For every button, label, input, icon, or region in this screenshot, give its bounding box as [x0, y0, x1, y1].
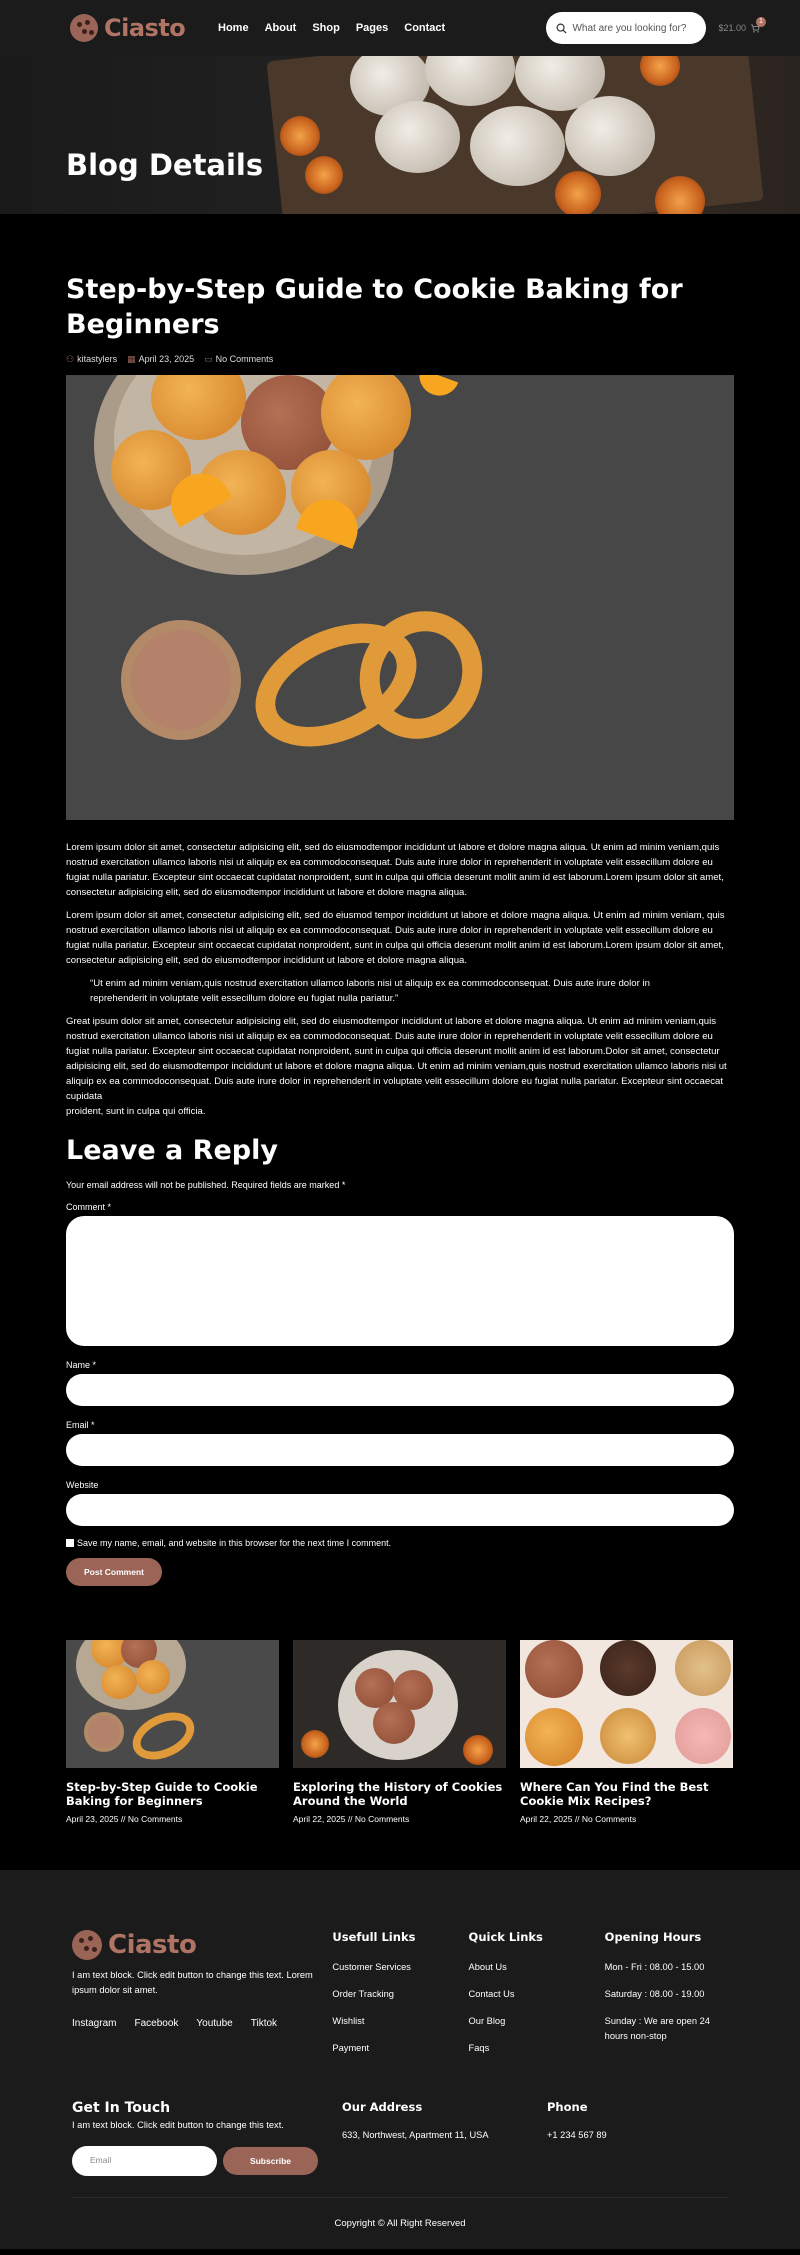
newsletter-title: Get In Touch	[72, 2100, 171, 2116]
nav-pages[interactable]: Pages	[355, 22, 389, 34]
cart-total: $21.00	[718, 23, 746, 33]
search-placeholder: What are you looking for?	[572, 22, 687, 34]
opening-hours-title: Opening Hours	[604, 1930, 702, 1944]
checkbox-box[interactable]	[66, 1539, 74, 1547]
related-post-meta: April 22, 2025 // No Comments	[293, 1814, 410, 1824]
phone-value[interactable]: +1 234 567 89	[547, 2130, 607, 2140]
social-tiktok[interactable]: Tiktok	[250, 2018, 278, 2029]
cart-button[interactable]	[718, 18, 763, 33]
related-post-card[interactable]	[66, 1640, 279, 1824]
social-links	[72, 2018, 332, 2029]
newsletter-text: I am text block. Click edit button to change this text.	[72, 2120, 284, 2130]
nav-home[interactable]: Home	[218, 22, 249, 34]
related-post-image[interactable]	[520, 1640, 733, 1768]
newsletter-email-input[interactable]: Email	[72, 2146, 217, 2176]
calendar-icon: ▦	[127, 354, 136, 364]
address-value: 633, Northwest, Apartment 11, USA	[342, 2130, 489, 2140]
related-post-title[interactable]: Where Can You Find the Best Cookie Mix Recipes?	[520, 1780, 709, 1808]
page-hero	[0, 56, 800, 214]
post-title: Step-by-Step Guide to Cookie Baking for Beginners	[66, 274, 683, 340]
email-label: Email *	[66, 1420, 95, 1430]
footer-link[interactable]: Wishlist	[332, 2016, 365, 2026]
post-meta	[66, 354, 734, 365]
post-author[interactable]: ⚇ kitastylers	[66, 354, 118, 364]
cookie-logo-icon	[72, 1930, 102, 1960]
footer-brand-name: Ciasto	[108, 1930, 197, 1960]
reply-note: Your email address will not be published. Required fields are marked *	[66, 1180, 346, 1190]
social-facebook[interactable]: Facebook	[134, 2018, 179, 2029]
main-nav	[218, 22, 445, 34]
post-blockquote: “Ut enim ad minim veniam,quis nostrud exercitation ullamco laboris nisi ut aliquip ex ea commodoconsequat. Duis aute irure dolor in reprehenderit in voluptate velit essecillum dolore eu fugiat nulla pariatur.”	[90, 978, 650, 1004]
related-post-meta: April 22, 2025 // No Comments	[520, 1814, 637, 1824]
footer-phone	[547, 2100, 607, 2176]
hours-item: Saturday : 08.00 - 19.00	[604, 1989, 705, 1999]
cookie-logo-icon	[70, 14, 98, 42]
related-post-title[interactable]: Exploring the History of Cookies Around the World	[293, 1780, 503, 1808]
name-field[interactable]	[66, 1374, 734, 1406]
comment-field[interactable]	[66, 1216, 734, 1346]
footer-logo[interactable]	[72, 1930, 220, 1960]
related-post-card[interactable]	[520, 1640, 733, 1824]
related-post-image[interactable]	[66, 1640, 279, 1768]
comment-label: Comment *	[66, 1202, 112, 1212]
related-posts	[66, 1640, 734, 1824]
user-icon: ⚇	[66, 354, 75, 364]
post-paragraph-tail: proident, sunt in culpa qui officia.	[66, 1106, 206, 1117]
search-input[interactable]	[546, 12, 706, 44]
reply-title: Leave a Reply	[66, 1135, 278, 1166]
footer-about-text: I am text block. Click edit button to change this text. Lorem ipsum dolor sit amet.	[72, 1970, 313, 1995]
useful-links	[332, 1930, 468, 2068]
useful-links-title: Usefull Links	[332, 1930, 416, 1944]
page-title: Blog Details	[66, 148, 264, 182]
footer-address	[342, 2100, 547, 2176]
featured-image	[66, 375, 734, 820]
website-label: Website	[66, 1480, 99, 1490]
footer-link[interactable]: About Us	[468, 1962, 507, 1972]
footer-link[interactable]: Contact Us	[468, 1989, 515, 1999]
logo[interactable]	[70, 14, 218, 42]
search-icon	[556, 23, 567, 34]
footer-link[interactable]: Order Tracking	[332, 1989, 394, 1999]
blog-post	[0, 272, 800, 1824]
subscribe-button[interactable]: Subscribe	[223, 2147, 318, 2175]
brand-name: Ciasto	[104, 14, 186, 42]
hours-item: Sunday : We are open 24 hours non-stop	[604, 2016, 710, 2041]
footer-link[interactable]: Our Blog	[468, 2016, 506, 2026]
quick-links	[469, 1930, 605, 2068]
quick-links-title: Quick Links	[468, 1930, 543, 1944]
hours-item: Mon - Fri : 08.00 - 15.00	[604, 1962, 705, 1972]
related-post-meta: April 23, 2025 // No Comments	[66, 1814, 183, 1824]
website-field[interactable]	[66, 1494, 734, 1526]
site-header	[0, 0, 800, 56]
opening-hours	[605, 1930, 728, 2068]
save-info-checkbox[interactable]	[66, 1538, 734, 1548]
post-paragraph: Lorem ipsum dolor sit amet, consectetur adipisicing elit, sed do eiusmodtempor incididunt ut labore et dolore magna aliqua. Ut enim ad minim veniam,quis nostrud exercitation ullamco laboris nisi ut aliquip ex ea commodoconsequat. Duis aute irure dolor in reprehenderit in voluptate velit essecillum dolore eu fugiat nulla pariatur. Excepteur sint occaecat cupidatat nonproident, sunt in culpa qui officia deserunt mollit anim id est laborum.Lorem ipsum dolor sit amet, consectetur adipisicing elit, sed do eiusmodtempor incididunt ut labore et dolore magna aliqua.	[66, 842, 724, 898]
site-footer	[0, 1870, 800, 2249]
related-post-title[interactable]: Step-by-Step Guide to Cookie Baking for Beginners	[66, 1780, 258, 1808]
post-comments[interactable]: ▭ No Comments	[204, 354, 274, 364]
social-youtube[interactable]: Youtube	[196, 2018, 233, 2029]
related-post-card[interactable]	[293, 1640, 506, 1824]
comment-icon: ▭	[204, 354, 213, 364]
post-body	[66, 840, 734, 1119]
newsletter	[72, 2100, 342, 2176]
address-title: Our Address	[342, 2100, 423, 2114]
post-comment-button[interactable]: Post Comment	[66, 1558, 162, 1586]
post-paragraph: Great ipsum dolor sit amet, consectetur adipisicing elit, sed do eiusmodtempor incididunt ut labore et dolore magna aliqua. Ut enim ad minim veniam,quis nostrud exercitation ullamco laboris nisi ut aliquip ex ea commodoconsequat. Duis aute irure dolor in reprehenderit in voluptate velit essecillum dolore eu fugiat nulla pariatur. Excepteur sint occaecat cupidatat nonproident, sunt in culpa qui officia deserunt mollit anim id est laborum.Dolor sit amet, consectetur adipisicing elit, sed do eiusmodtempor incididunt ut labore et dolore magna aliqua. Ut enim ad minim veniam,quis nostrud exercitation ullamco laboris nisi ut aliquip ex ea commodoconsequat. Duis aute irure dolor in reprehenderit in voluptate velit essecillum dolore eu fugiat nulla pariatur. Excepteur sint occaecat cupidata	[66, 1016, 727, 1102]
name-label: Name *	[66, 1360, 97, 1370]
footer-link[interactable]: Faqs	[468, 2043, 490, 2053]
cart-count-badge: 1	[756, 17, 766, 27]
post-paragraph: Lorem ipsum dolor sit amet, consectetur adipisicing elit, sed do eiusmod tempor incididunt ut labore et dolore magna aliqua. Ut enim ad minim veniam, quis nostrud exercitation ullamco laboris nisi ut aliquip ex ea commodoconsequat. Duis aute irure dolor in reprehenderit in voluptate velit essecillum dolore eu fugiat nulla pariatur. Excepteur sint occaecat cupidatat nonproident, sunt in culpa qui officia deserunt mollit anim id est laborum.Lorem ipsum dolor sit amet, consectetur adipisicing elit, sed do eiusmodtempor incididunt ut labore et dolore magna aliqua.	[66, 910, 725, 966]
phone-title: Phone	[547, 2100, 588, 2114]
footer-link[interactable]: Customer Services	[332, 1962, 411, 1972]
nav-shop[interactable]: Shop	[312, 22, 340, 34]
post-date: ▦ April 23, 2025	[127, 354, 195, 364]
footer-link[interactable]: Payment	[332, 2043, 370, 2053]
nav-contact[interactable]: Contact	[404, 22, 446, 34]
save-info-label: Save my name, email, and website in this browser for the next time I comment.	[77, 1538, 392, 1548]
social-instagram[interactable]: Instagram	[72, 2018, 117, 2029]
copyright: Copyright © All Right Reserved	[72, 2197, 728, 2229]
email-field[interactable]	[66, 1434, 734, 1466]
nav-about[interactable]: About	[264, 22, 297, 34]
related-post-image[interactable]	[293, 1640, 506, 1768]
footer-brand	[72, 1930, 332, 2068]
